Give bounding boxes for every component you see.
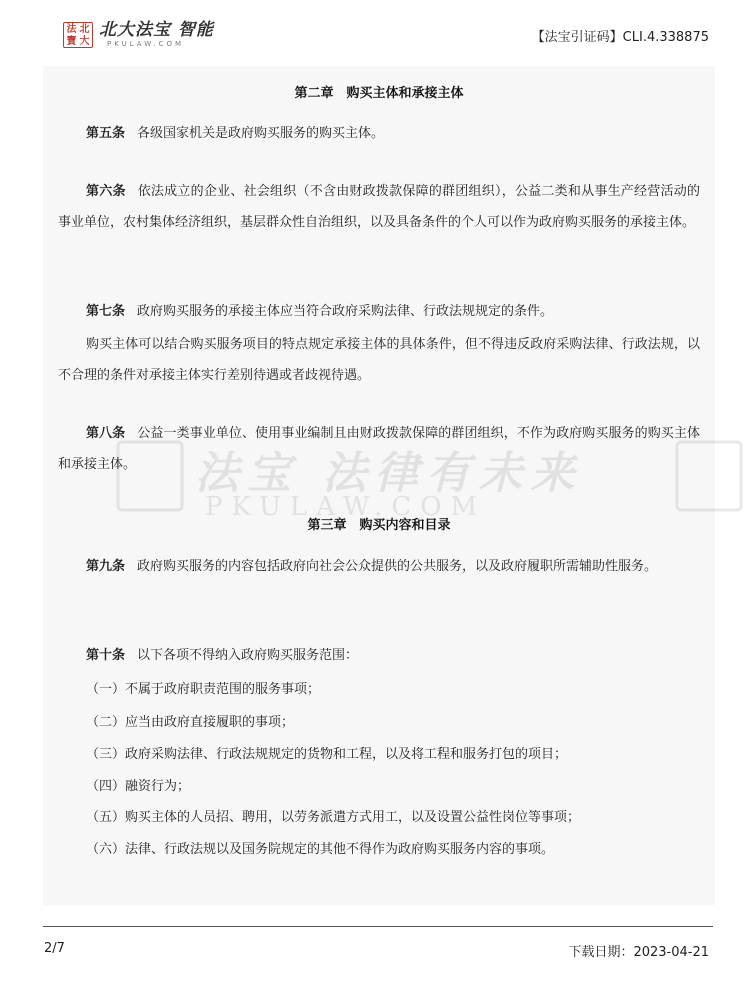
footer-divider: [43, 926, 713, 927]
seal-char: 大: [79, 36, 90, 47]
seal-char: 寶: [66, 36, 77, 47]
article-number: 第五条: [86, 126, 126, 141]
seal-char: 法: [66, 24, 77, 35]
article-6: [58, 176, 700, 238]
article-9: [58, 551, 700, 582]
article-number: 第八条: [86, 426, 126, 441]
article-10: [58, 640, 700, 671]
brand-subtitle: PKULAW.COM: [107, 40, 184, 48]
list-item: （二）应当由政府直接履职的事项；: [86, 715, 295, 730]
brand-title: 北大法宝 智能: [99, 20, 214, 40]
page-number: 2/7: [44, 941, 65, 956]
seal-char: 北: [79, 24, 90, 35]
list-item: （五）购买主体的人员招、聘用，以劳务派遣方式用工，以及设置公益性岗位等事项；: [86, 810, 581, 825]
chapter-heading: 第三章 购买内容和目录: [307, 518, 451, 533]
citation-code: 【法宝引证码】CLI.4.338875: [531, 30, 709, 45]
article-5: [58, 118, 700, 149]
article-number: 第六条: [86, 184, 126, 199]
brand: [99, 21, 214, 49]
article-text: 各级国家机关是政府购买服务的购买主体。: [137, 126, 385, 141]
chapter-heading: 第二章 购买主体和承接主体: [294, 86, 464, 101]
page-header: [0, 0, 755, 58]
article-7: [58, 296, 700, 327]
list-item: （三）政府采购法律、行政法规规定的货物和工程，以及将工程和服务打包的项目；: [86, 747, 568, 762]
article-text: 政府购买服务的承接主体应当符合政府采购法律、行政法规规定的条件。: [137, 304, 554, 319]
article-text: 依法成立的企业、社会组织（不含由财政拨款保障的群团组织），公益二类和从事生产经营活动的事业单位，农村集体经济组织，基层群众性自治组织，以及具备条件的个人可以作为政府购买服务的承接主体。: [58, 184, 700, 230]
list-item: （一）不属于政府职责范围的服务事项；: [86, 682, 321, 697]
article-7-paragraph-2: [58, 329, 700, 391]
article-number: 第十条: [86, 648, 126, 663]
download-date: 下载日期：2023-04-21: [568, 945, 709, 960]
article-text: 公益一类事业单位、使用事业编制且由财政拨款保障的群团组织，不作为政府购买服务的购买主体和承接主体。: [58, 426, 700, 472]
list-item: （四）融资行为；: [86, 779, 191, 794]
article-number: 第九条: [86, 559, 126, 574]
article-text: 购买主体可以结合购买服务项目的特点规定承接主体的具体条件，但不得违反政府采购法律、行政法规，以不合理的条件对承接主体实行差别待遇或者歧视待遇。: [58, 337, 700, 383]
article-text: 以下各项不得纳入政府购买服务范围：: [137, 648, 359, 663]
article-number: 第七条: [86, 304, 126, 319]
seal-icon: [63, 22, 93, 48]
article-8: [58, 418, 700, 480]
pkulaw-logo[interactable]: [63, 19, 214, 51]
list-item: （六）法律、行政法规以及国务院规定的其他不得作为政府购买服务内容的事项。: [86, 842, 555, 857]
article-text: 政府购买服务的内容包括政府向社会公众提供的公共服务，以及政府履职所需辅助性服务。: [137, 559, 658, 574]
